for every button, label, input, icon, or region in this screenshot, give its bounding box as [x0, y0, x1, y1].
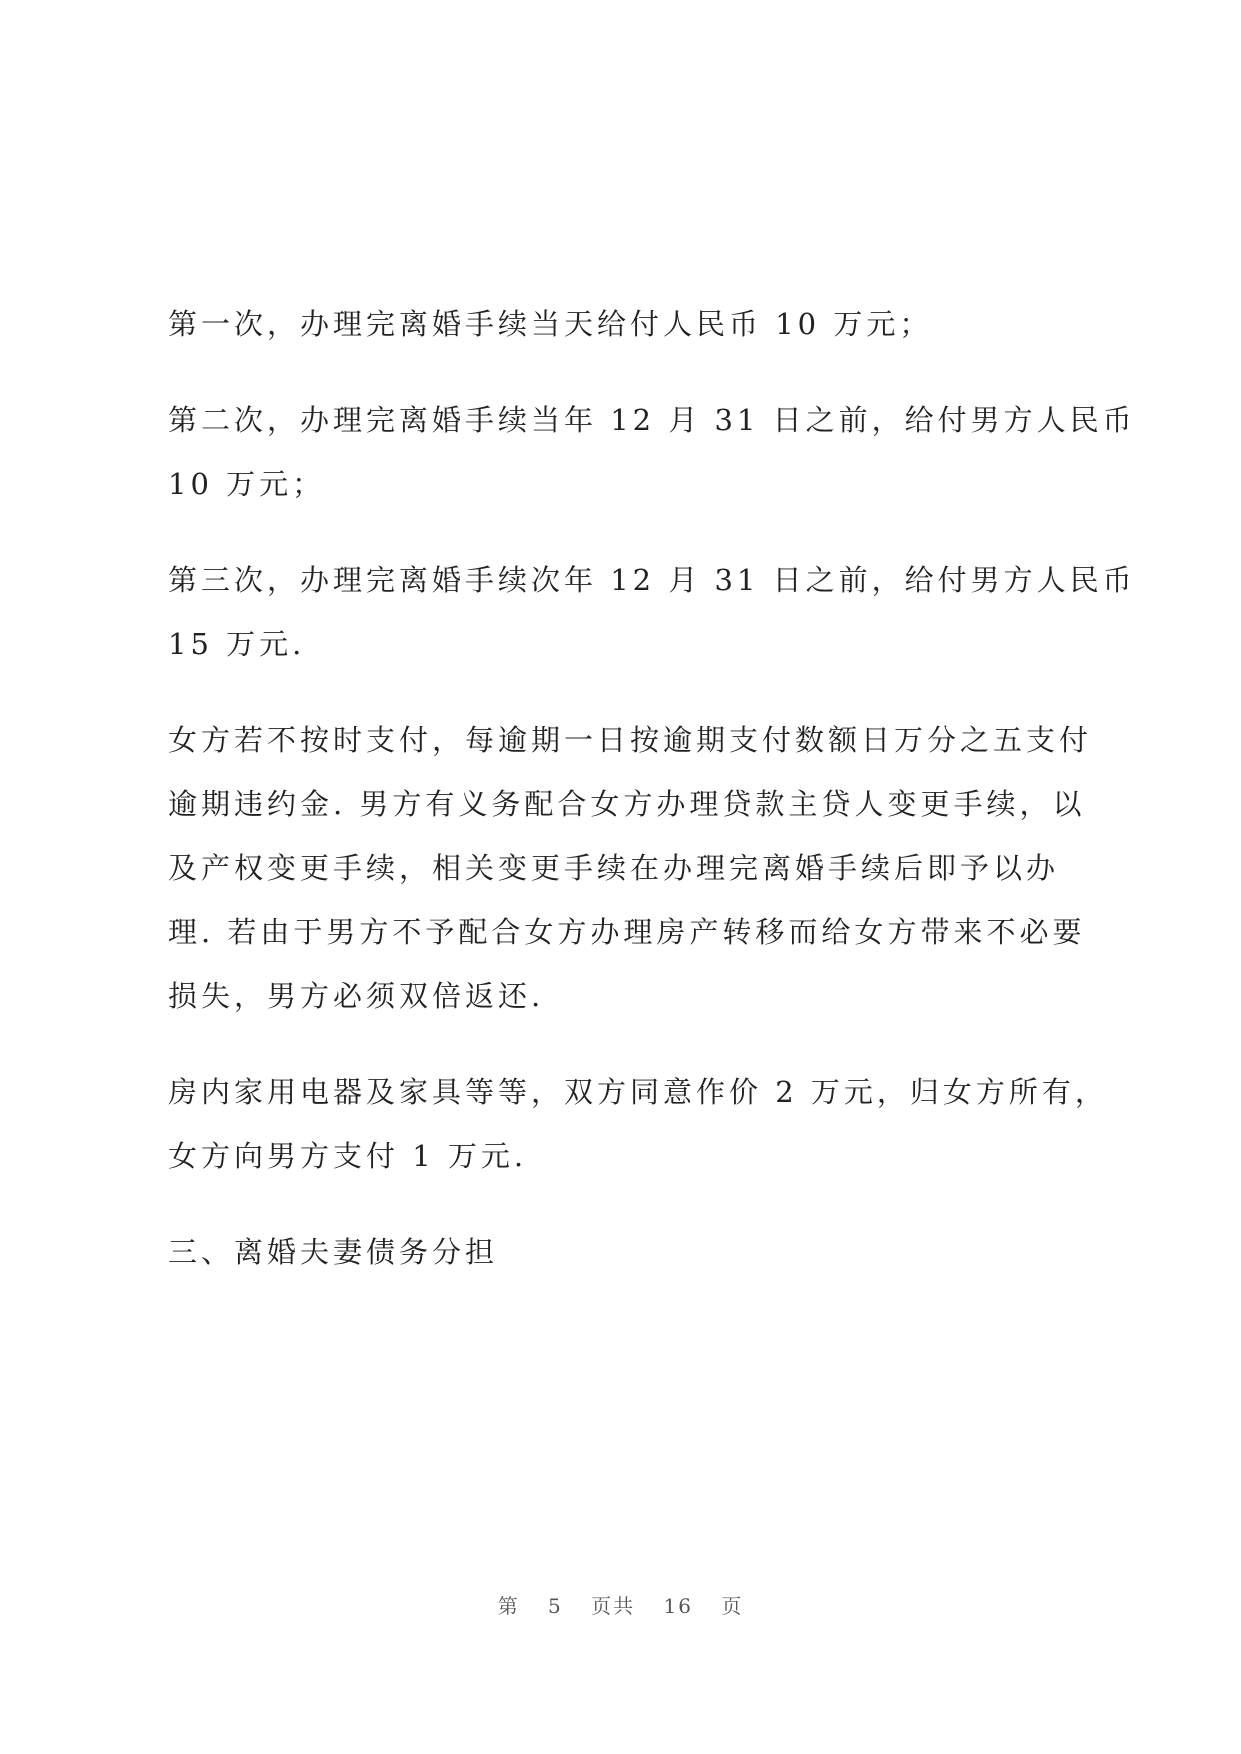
footer-current-page: 5	[548, 1594, 563, 1618]
paragraph-payment-first	[168, 292, 1098, 356]
footer-prefix: 第	[497, 1594, 520, 1618]
paragraph-payment-third	[168, 548, 1136, 676]
footer-suffix: 页	[721, 1594, 744, 1618]
text-line: 15 万元.	[168, 627, 306, 661]
text-line: 第一次，办理完离婚手续当天给付人民币 10 万元；	[168, 307, 933, 341]
paragraph-payment-second	[168, 388, 1136, 516]
text-line: 第三次，办理完离婚手续次年 12 月 31 日之前，给付男方人民币	[168, 563, 1136, 597]
section-heading-debt	[168, 1220, 1098, 1284]
text-line: 损失，男方必须双倍返还.	[168, 979, 545, 1013]
text-line: 三、离婚夫妻债务分担	[168, 1235, 499, 1269]
page-footer	[0, 1590, 1241, 1619]
paragraph-late-penalty	[168, 708, 1098, 1028]
text-line: 逾期违约金. 男方有义务配合女方办理贷款主贷人变更手续，以	[168, 787, 1086, 821]
paragraph-appliances	[168, 1060, 1108, 1188]
text-line: 房内家用电器及家具等等，双方同意作价 2 万元，归女方所有，	[168, 1075, 1108, 1109]
footer-total-pages: 16	[663, 1594, 693, 1618]
footer-middle: 页共	[591, 1594, 636, 1618]
document-body	[168, 292, 1136, 1284]
text-line: 女方向男方支付 1 万元.	[168, 1139, 528, 1173]
text-line: 及产权变更手续，相关变更手续在办理完离婚手续后即予以办	[168, 851, 1060, 885]
text-line: 第二次，办理完离婚手续当年 12 月 31 日之前，给付男方人民币	[168, 403, 1136, 437]
text-line: 10 万元；	[168, 467, 326, 501]
text-line: 理. 若由于男方不予配合女方办理房产转移而给女方带来不必要	[168, 915, 1086, 949]
text-line: 女方若不按时支付，每逾期一日按逾期支付数额日万分之五支付	[168, 723, 1093, 757]
